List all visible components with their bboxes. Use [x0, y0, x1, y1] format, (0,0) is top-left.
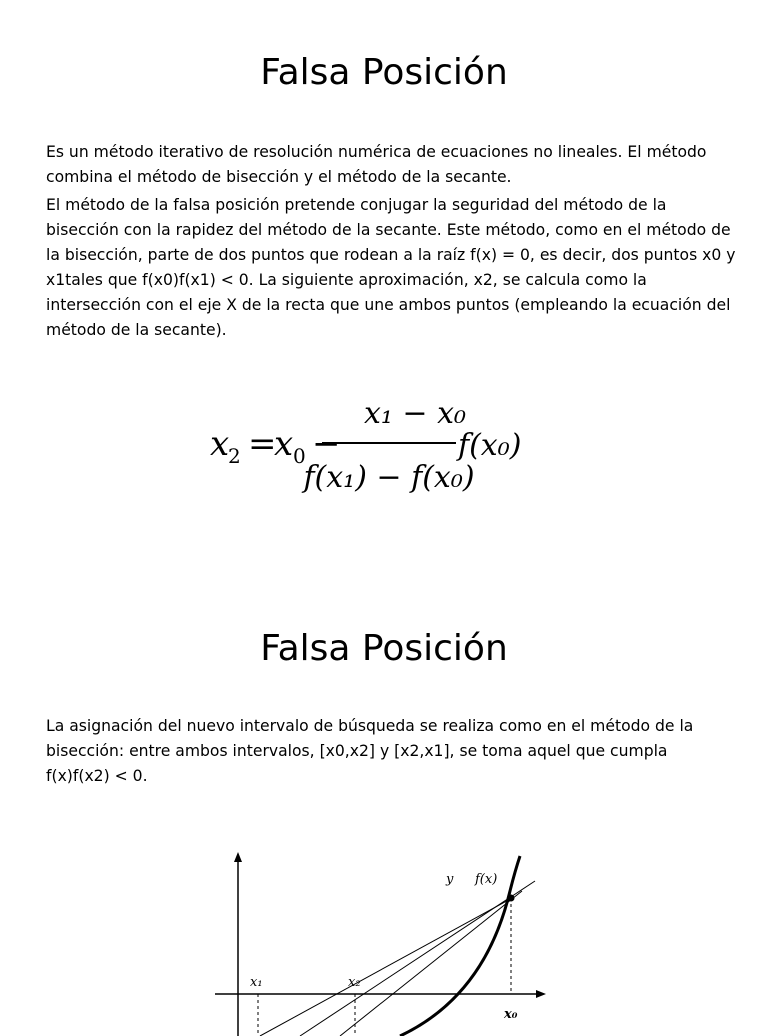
formula-x0-sub: 0: [293, 444, 306, 468]
secant-line-2: [340, 891, 522, 1036]
label-y: y: [446, 872, 454, 887]
slide-1-paragraph-2: El método de la falsa posición pretende conjugar la seguridad del método de la bisección con la rapidez del método de la secante. Este método, como en el método de la bisección, parte de dos puntos que rodean a la raíz f(x) = 0, es decir, dos puntos x0 y x1tales que f(x0)f(x1) < 0. La siguiente aproximación, x2, se calcula como la intersección con el eje X de la recta que une ambos puntos (empleando la ecuación del método de la secante).: [46, 196, 736, 339]
slide-2: [0, 576, 768, 1024]
slide-1-title: Falsa Posición: [260, 52, 508, 93]
slide-1-body: [46, 140, 736, 343]
slide-2-body: [46, 714, 736, 789]
slide-2-title: Falsa Posición: [260, 628, 508, 669]
label-fx: f(x): [475, 872, 498, 887]
formula-lhs-sub: 2: [228, 444, 241, 468]
formula-x0: x: [274, 424, 294, 464]
slide-2-paragraph-1: La asignación del nuevo intervalo de búsqueda se realiza como en el método de la bisección: entre ambos intervalos, [x0,x2] y [x2,x1], se toma aquel que cumpla f(x)f(x2) < 0.: [46, 717, 694, 785]
secant-line-3: [260, 898, 512, 1036]
formula-lhs: x: [210, 424, 230, 464]
formula-numerator: x₁ − x₀: [363, 396, 467, 431]
x-axis-arrow-icon: [536, 990, 546, 998]
formula-denominator: f(x₁) − f(x₀): [303, 460, 475, 495]
label-x1: x₁: [250, 975, 263, 990]
slide-1-paragraph-1: Es un método iterativo de resolución numérica de ecuaciones no lineales. El método combina el método de bisección y el método de la secante.: [46, 143, 707, 186]
formula-minus: −: [312, 424, 341, 464]
formula-factor: f(x₀): [458, 428, 522, 463]
false-position-formula: [200, 385, 530, 510]
false-position-graph: [200, 846, 560, 1036]
label-x2: x₂: [348, 975, 361, 990]
function-curve: [400, 856, 520, 1036]
formula-equals: =: [248, 424, 277, 464]
label-x0: x₀: [504, 1007, 518, 1022]
y-axis-arrow-icon: [234, 852, 242, 862]
